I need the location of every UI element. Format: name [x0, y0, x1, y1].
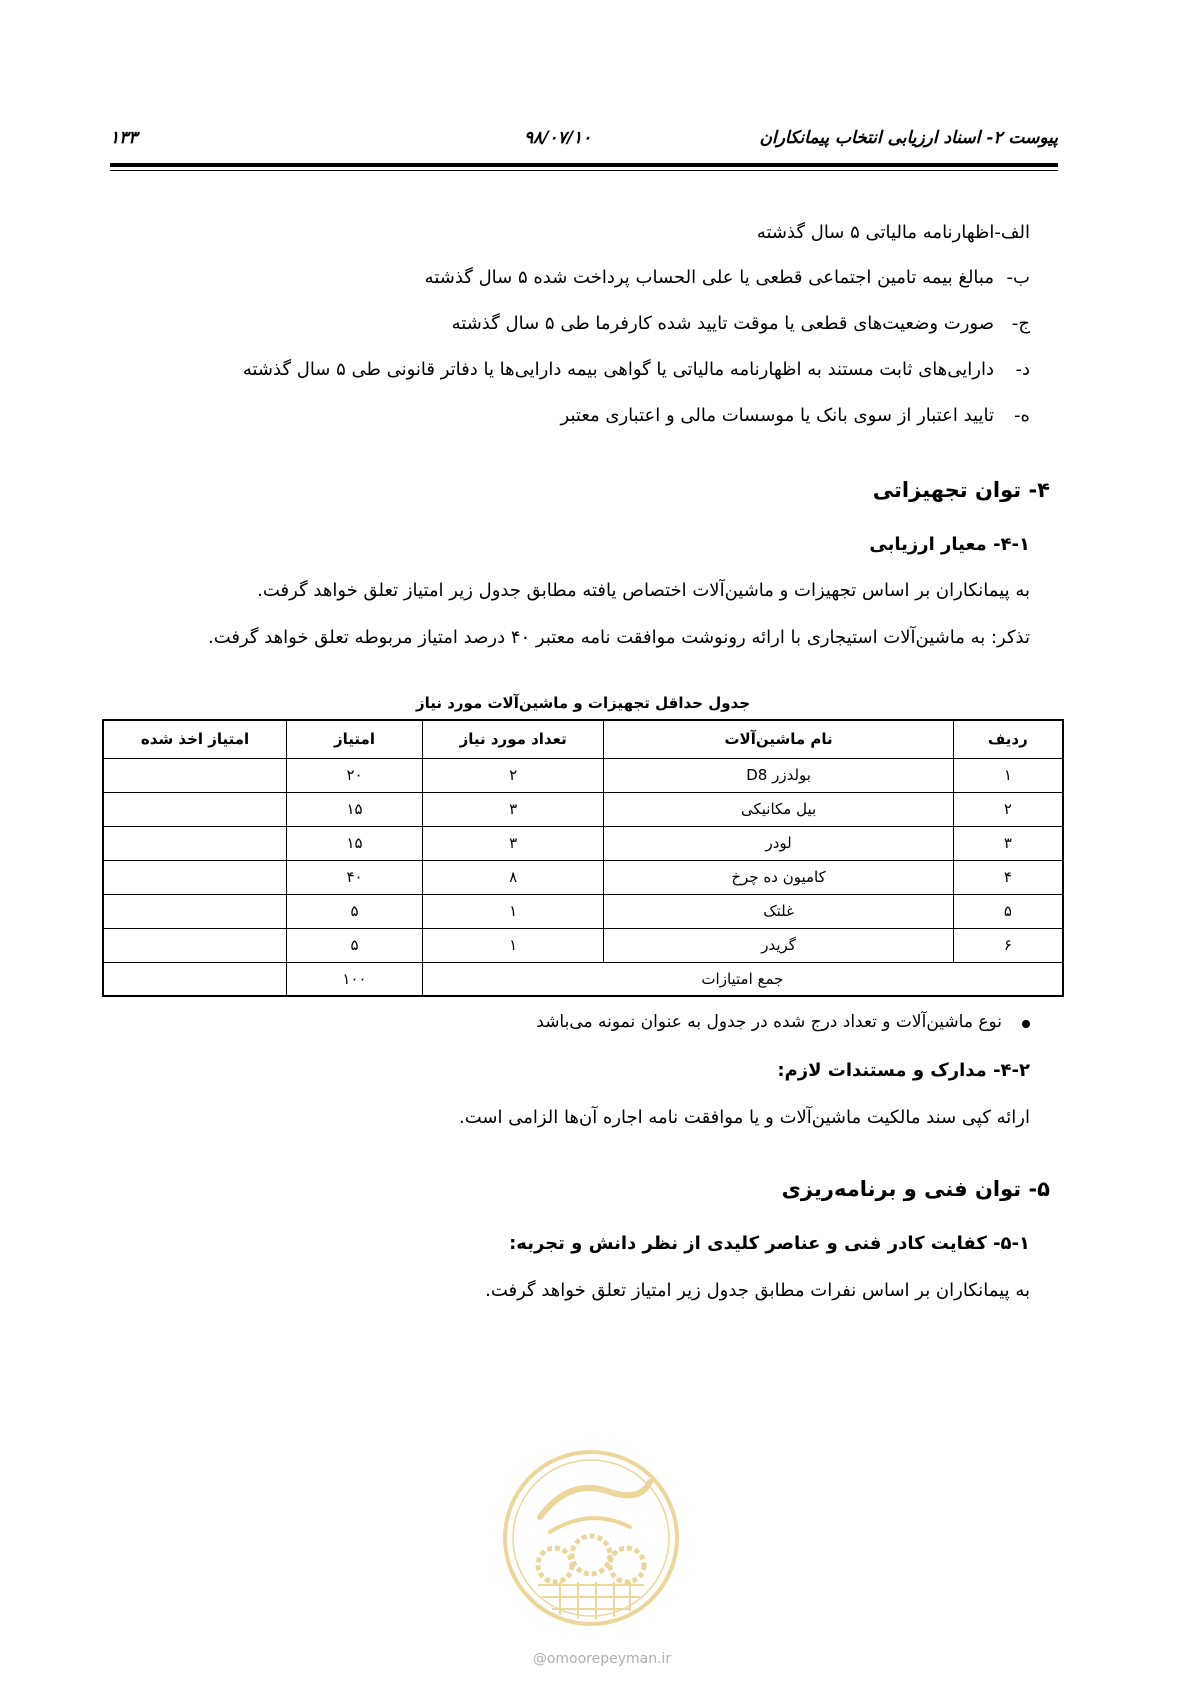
cell-earned[interactable]: [103, 860, 287, 894]
table-row: [103, 894, 1063, 928]
cell-row: ۵: [953, 894, 1063, 928]
header-title: پیوست ۲- اسناد ارزیابی انتخاب پیمانکاران: [759, 128, 1058, 148]
table-row: [103, 860, 1063, 894]
list-item-text: صورت وضعیت‌های قطعی یا موقت تایید شده کارفرما طی ۵ سال گذشته: [451, 313, 994, 334]
bullet-note-text: نوع ماشین‌آلات و تعداد درج شده در جدول به عنوان نمونه می‌باشد: [536, 1012, 1002, 1032]
th-row: ردیف: [953, 720, 1063, 758]
list-item-marker: ه-: [1014, 405, 1030, 426]
list-item-marker: الف-: [994, 222, 1030, 243]
th-earned: امتیاز اخذ شده: [103, 720, 287, 758]
cell-row: ۴: [953, 860, 1063, 894]
page-number: ۱۳۳: [110, 128, 138, 148]
cell-score: ۱۵: [287, 792, 423, 826]
cell-count: ۸: [422, 860, 604, 894]
cell-earned[interactable]: [103, 758, 287, 792]
section-4-2-text: ارائه کپی سند مالکیت ماشین‌آلات و یا موافقت نامه اجاره آن‌ها الزامی است.: [459, 1107, 1030, 1128]
th-count: تعداد مورد نیاز: [422, 720, 604, 758]
section-5-1-heading: ۵-۱- کفایت کادر فنی و عناصر کلیدی از نظر دانش و تجربه:: [509, 1233, 1030, 1254]
table-caption: جدول حداقل تجهیزات و ماشین‌آلات مورد نیاز: [415, 694, 751, 712]
bullet-dot-icon: [1022, 1020, 1030, 1028]
cell-name: گریدر: [604, 928, 953, 962]
section-4-1-note: تذکر: به ماشین‌آلات استیجاری با ارائه رونوشت موافقت نامه معتبر ۴۰ درصد امتیاز مربوطه تعلق خواهد گرفت.: [207, 627, 1030, 648]
th-score: امتیاز: [287, 720, 423, 758]
section-4-heading: ۴- توان تجهیزاتی: [872, 478, 1050, 502]
list-item-marker: د-: [1015, 359, 1030, 380]
cell-count: ۳: [422, 792, 604, 826]
table-total-row: [103, 962, 1063, 996]
table-row: [103, 928, 1063, 962]
total-label: جمع امتیازات: [422, 962, 1063, 996]
list-item: [561, 405, 1030, 426]
cell-earned[interactable]: [103, 928, 287, 962]
list-item: [425, 267, 1030, 288]
table-row: [103, 826, 1063, 860]
cell-name: لودر: [604, 826, 953, 860]
cell-score: ۴۰: [287, 860, 423, 894]
table-header-row: [103, 720, 1063, 758]
cell-count: ۱: [422, 894, 604, 928]
section-4-1-paragraph: به پیمانکاران بر اساس تجهیزات و ماشین‌آلات اختصاص یافته مطابق جدول زیر امتیاز تعلق خواهد گرفت.: [257, 580, 1030, 601]
watermark-logo-icon: [500, 1447, 682, 1629]
cell-row: ۳: [953, 826, 1063, 860]
cell-count: ۳: [422, 826, 604, 860]
bullet-note: [536, 1012, 1030, 1032]
list-item-text: تایید اعتبار از سوی بانک یا موسسات مالی و اعتباری معتبر: [560, 405, 994, 426]
cell-earned[interactable]: [103, 826, 287, 860]
total-score: ۱۰۰: [287, 962, 423, 996]
list-item-text: دارایی‌های ثابت مستند به اظهارنامه مالیاتی یا گواهی بیمه دارایی‌ها یا دفاتر قانونی طی ۵ سال گذشته: [242, 359, 994, 380]
cell-row: ۶: [953, 928, 1063, 962]
th-name: نام ماشین‌آلات: [604, 720, 953, 758]
cell-name: غلتک: [604, 894, 953, 928]
cell-score: ۱۵: [287, 826, 423, 860]
list-item-text: مبالغ بیمه تامین اجتماعی قطعی یا علی الحساب پرداخت شده ۵ سال گذشته: [424, 267, 994, 288]
list-item: [757, 222, 1030, 243]
header-rule-thick: [110, 163, 1058, 167]
cell-earned[interactable]: [103, 792, 287, 826]
cell-name: کامیون ده چرخ: [604, 860, 953, 894]
cell-score: ۲۰: [287, 758, 423, 792]
total-earned[interactable]: [103, 962, 287, 996]
cell-count: ۱: [422, 928, 604, 962]
cell-name: بیل مکانیکی: [604, 792, 953, 826]
equipment-table: [102, 719, 1064, 997]
list-item-marker: ب-: [1006, 267, 1030, 288]
section-4-2-heading: ۴-۲- مدارک و مستندات لازم:: [777, 1060, 1030, 1081]
table-row: [103, 758, 1063, 792]
cell-score: ۵: [287, 894, 423, 928]
cell-earned[interactable]: [103, 894, 287, 928]
section-5-1-text: به پیمانکاران بر اساس نفرات مطابق جدول زیر امتیاز تعلق خواهد گرفت.: [485, 1280, 1030, 1301]
list-item: [452, 313, 1030, 334]
section-5-heading: ۵- توان فنی و برنامه‌ریزی: [781, 1177, 1050, 1201]
list-item-marker: ج-: [1011, 313, 1030, 334]
page-header: [110, 128, 1058, 152]
header-rule-thin: [110, 170, 1058, 171]
table-row: [103, 792, 1063, 826]
list-item-text: اظهارنامه مالیاتی ۵ سال گذشته: [756, 222, 995, 243]
list-item: [243, 359, 1030, 380]
cell-row: ۲: [953, 792, 1063, 826]
section-4-1-heading: ۴-۱- معیار ارزیابی: [869, 534, 1030, 555]
cell-row: ۱: [953, 758, 1063, 792]
cell-count: ۲: [422, 758, 604, 792]
watermark-url: @omoorepeyman.ir: [532, 1651, 672, 1667]
cell-score: ۵: [287, 928, 423, 962]
header-date: ۹۸/۰۷/۱۰: [524, 128, 592, 148]
cell-name: بولدزر D8: [604, 758, 953, 792]
